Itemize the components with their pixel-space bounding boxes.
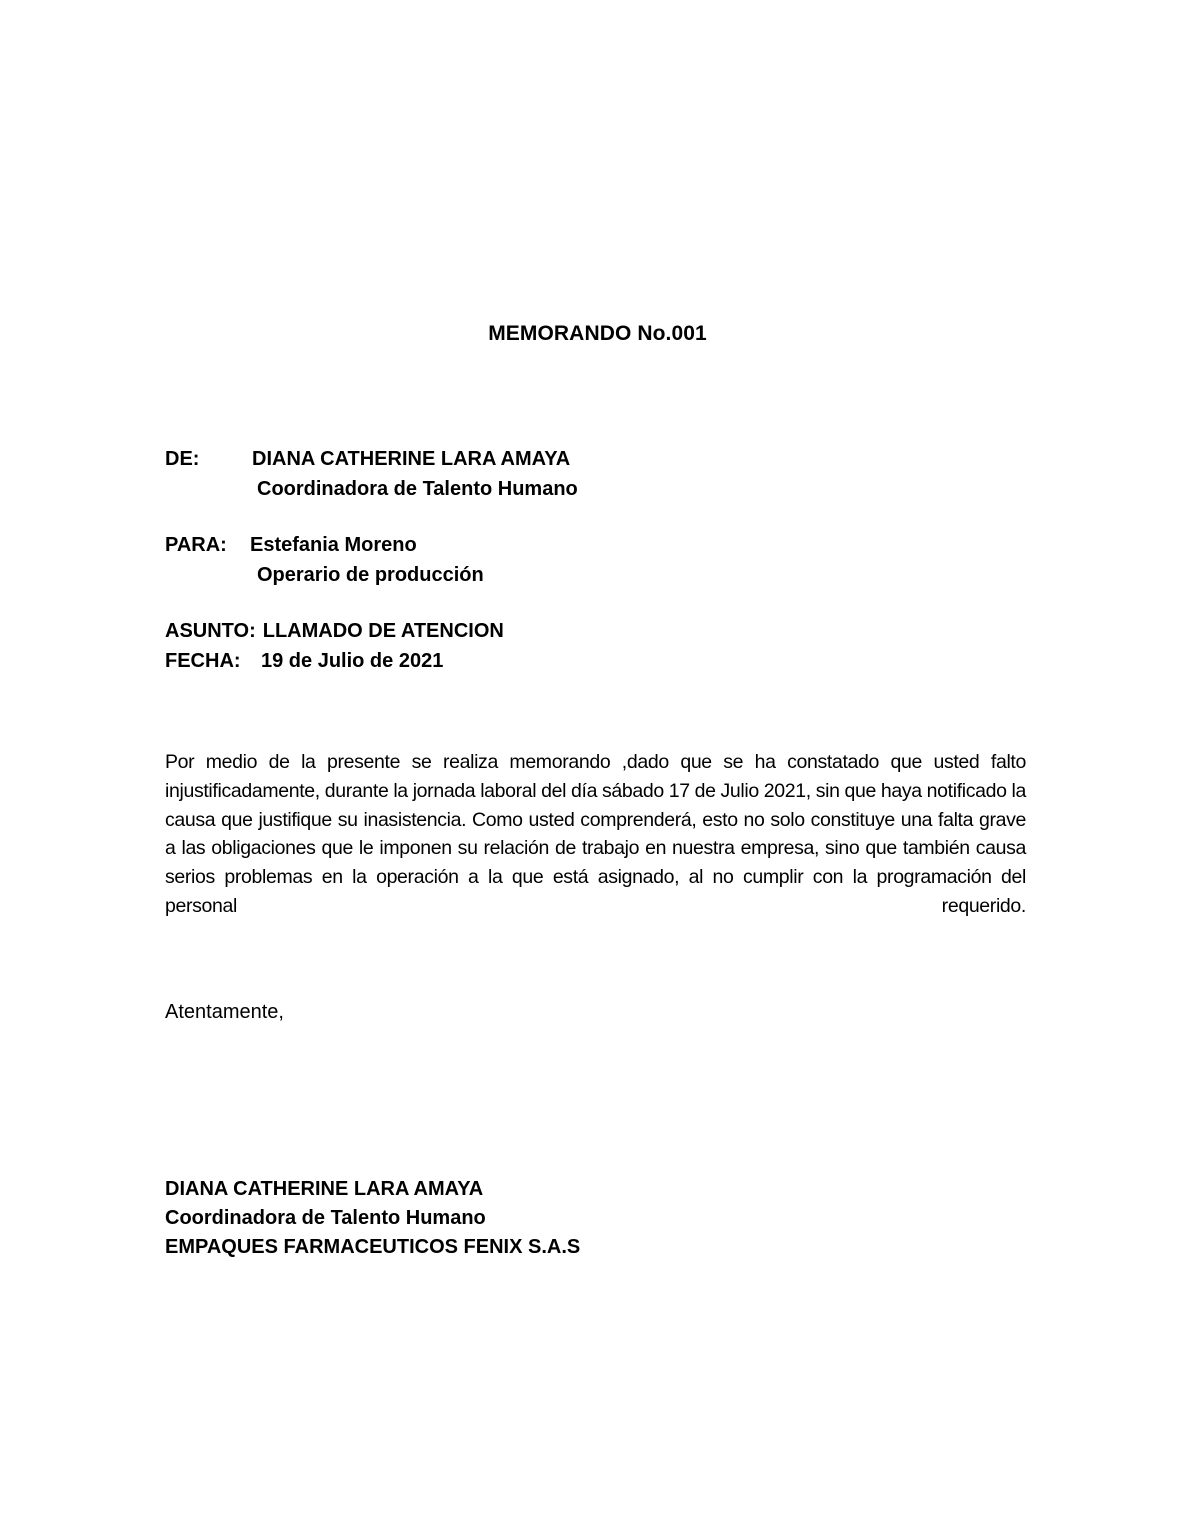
date-value: 19 de Julio de 2021 bbox=[261, 650, 444, 672]
from-role: Coordinadora de Talento Humano bbox=[257, 478, 578, 500]
subject-value: LLAMADO DE ATENCION bbox=[262, 620, 504, 642]
signature-name: DIANA CATHERINE LARA AMAYA bbox=[165, 1178, 484, 1200]
page-title-text: MEMORANDO No.001 bbox=[488, 322, 707, 345]
from-name: DIANA CATHERINE LARA AMAYA bbox=[252, 448, 571, 470]
to-role: Operario de producción bbox=[257, 564, 484, 586]
signature-block bbox=[165, 1175, 580, 1262]
subject-row bbox=[165, 616, 1035, 646]
signature-company: EMPAQUES FARMACEUTICOS FENIX S.A.S bbox=[165, 1236, 581, 1258]
to-label: PARA: bbox=[165, 534, 227, 556]
to-row bbox=[165, 530, 1035, 560]
from-label: DE: bbox=[165, 448, 200, 470]
signature-role: Coordinadora de Talento Humano bbox=[165, 1207, 486, 1229]
closing-salutation: Atentamente, bbox=[165, 1001, 284, 1023]
page-title bbox=[0, 322, 1187, 346]
memo-header-block bbox=[165, 444, 1035, 676]
header-gap-to-subject bbox=[165, 590, 1035, 616]
header-gap-from-to bbox=[165, 504, 1035, 530]
subject-label: ASUNTO: bbox=[165, 620, 256, 642]
date-label: FECHA: bbox=[165, 650, 241, 672]
from-row bbox=[165, 444, 1035, 474]
date-row bbox=[165, 646, 1035, 676]
to-name: Estefania Moreno bbox=[250, 534, 417, 556]
body-paragraph: Por medio de la presente se realiza memorando ,dado que se ha constatado que usted falto injustificadamente, durante la jornada laboral del día sábado 17 de Julio 2021, sin que haya notificado la causa que justifique su inasistencia. Como usted comprenderá, esto no solo constituye una falta grave a las obligaciones que le imponen su relación de trabajo en nuestra empresa, sino que también causa serios problemas en la operación a la que está asignado, al no cumplir con la programación del personal requerido. bbox=[165, 751, 1026, 917]
